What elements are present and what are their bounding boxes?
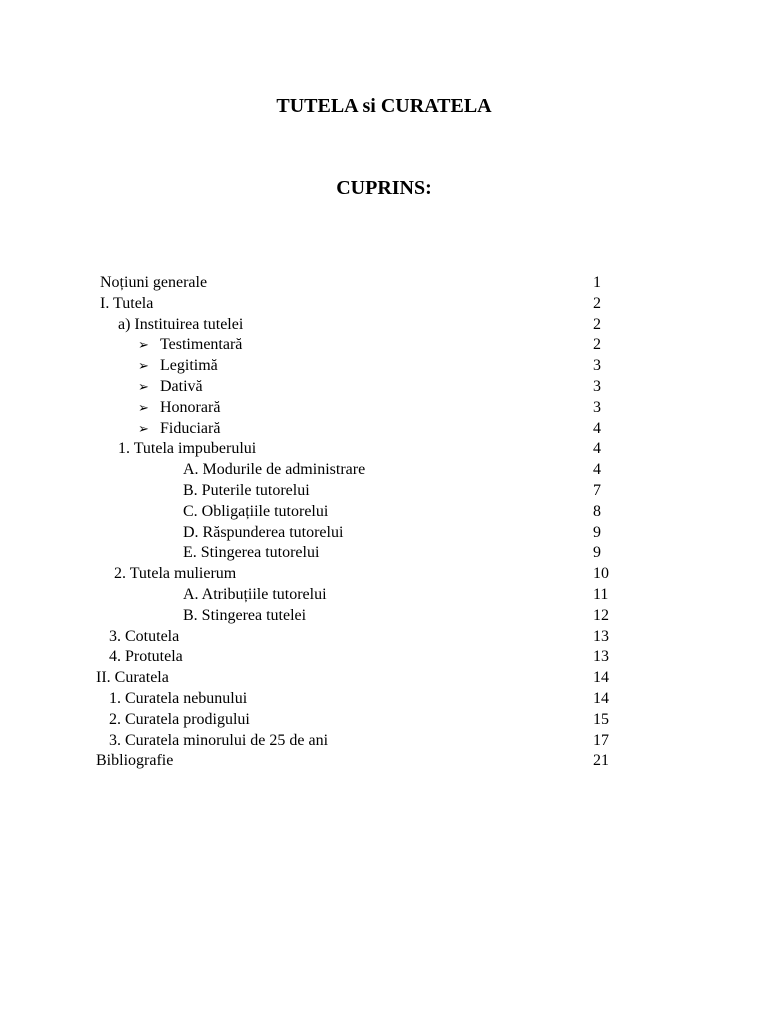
toc-entry	[0, 377, 768, 398]
toc-entry	[0, 460, 768, 481]
toc-entry-label	[109, 731, 328, 752]
toc-entry-text: I. Tutela	[100, 294, 154, 312]
arrow-bullet-icon: ➢	[138, 379, 149, 395]
toc-entry-text: Bibliografie	[96, 752, 174, 770]
toc-entry-label	[183, 460, 365, 481]
toc-entry-label	[183, 585, 327, 606]
toc-entry-page: 7	[593, 481, 601, 499]
toc-entry	[0, 273, 768, 294]
arrow-bullet-icon: ➢	[138, 338, 149, 354]
toc-entry-page: 2	[593, 294, 601, 312]
arrow-bullet-icon: ➢	[138, 359, 149, 375]
toc-entry-text: A. Atribuțiile tutorelui	[183, 585, 327, 603]
toc-entry	[0, 543, 768, 564]
toc-entry-text: Dativă	[160, 377, 203, 395]
toc-entry-text: 1. Curatela nebunului	[109, 689, 248, 707]
toc-entry	[0, 564, 768, 585]
toc-entry-text: Noțiuni generale	[100, 274, 208, 291]
toc-entry-label	[138, 398, 220, 420]
toc-entry-text: 2. Curatela prodigului	[109, 710, 250, 728]
toc-entry-text: D. Răspunderea tutorelui	[183, 523, 344, 541]
toc-entry	[0, 585, 768, 606]
toc-entry-label	[109, 647, 183, 668]
arrow-bullet-icon: ➢	[138, 400, 149, 416]
toc-entry	[0, 356, 768, 377]
toc-entry-text: 1. Tutela impuberului	[118, 440, 257, 458]
toc-entry-label	[183, 606, 306, 627]
toc-entry-label	[138, 377, 203, 399]
toc-entry	[0, 731, 768, 752]
toc-entry	[0, 647, 768, 668]
toc-entry	[0, 751, 768, 772]
toc-entry-page: 1	[593, 274, 601, 291]
toc-entry-label	[118, 315, 243, 336]
document-title: TUTELA si CURATELA	[276, 95, 492, 117]
toc-entry	[0, 502, 768, 523]
toc-entry-text: 2. Tutela mulierum	[114, 565, 237, 583]
toc-entry-page: 3	[593, 357, 601, 375]
toc-entry-label	[138, 335, 242, 357]
toc-entry-page: 10	[593, 565, 609, 583]
toc-entry-label	[96, 668, 169, 689]
toc-entry-page: 2	[593, 336, 601, 354]
table-of-contents	[0, 273, 768, 772]
toc-entry-text: B. Puterile tutorelui	[183, 481, 310, 499]
toc-entry-label	[183, 523, 343, 544]
toc-entry-text: Testimentară	[160, 336, 243, 354]
toc-entry-page: 2	[593, 315, 601, 333]
toc-entry-label	[183, 543, 319, 564]
toc-entry	[0, 481, 768, 502]
toc-entry-text: Legitimă	[160, 357, 218, 375]
toc-entry	[0, 689, 768, 710]
toc-entry	[0, 315, 768, 336]
toc-entry	[0, 398, 768, 419]
arrow-bullet-icon: ➢	[138, 421, 149, 437]
toc-entry-label	[118, 439, 256, 460]
toc-entry-page: 11	[593, 585, 609, 603]
toc-entry-page: 15	[593, 710, 609, 728]
toc-entry-label	[138, 419, 220, 441]
toc-entry-text: a) Instituirea tutelei	[118, 315, 244, 333]
toc-entry-label	[109, 710, 250, 731]
toc-entry-text: A. Modurile de administrare	[183, 461, 366, 479]
toc-entry-page: 9	[593, 544, 601, 562]
toc-entry-page: 4	[593, 461, 601, 479]
toc-entry	[0, 668, 768, 689]
toc-entry	[0, 419, 768, 440]
toc-entry-page: 17	[593, 731, 609, 749]
toc-entry-label	[109, 689, 247, 710]
toc-entry-text: B. Stingerea tutelei	[183, 606, 307, 624]
toc-entry-page: 3	[593, 377, 601, 395]
toc-entry-page: 13	[593, 627, 609, 645]
toc-entry-text: 3. Curatela minorului de 25 de ani	[109, 731, 329, 749]
toc-entry-label	[100, 294, 153, 315]
toc-entry-label	[114, 564, 236, 585]
toc-entry-text: C. Obligațiile tutorelui	[183, 502, 329, 520]
toc-heading: CUPRINS:	[336, 177, 432, 199]
toc-entry	[0, 439, 768, 460]
toc-entry-text: II. Curatela	[96, 669, 169, 687]
toc-entry-page: 14	[593, 669, 609, 687]
toc-entry-page: 12	[593, 606, 609, 624]
toc-entry-label	[183, 481, 310, 502]
toc-entry-page: 14	[593, 689, 609, 707]
toc-entry	[0, 627, 768, 648]
toc-entry	[0, 523, 768, 544]
toc-entry-text: E. Stingerea tutorelui	[183, 544, 320, 562]
toc-entry-page: 4	[593, 440, 601, 458]
toc-entry-page: 9	[593, 523, 601, 541]
toc-entry-page: 4	[593, 419, 601, 437]
toc-entry	[0, 710, 768, 731]
toc-entry-label	[100, 273, 207, 294]
toc-entry-page: 21	[593, 752, 609, 770]
toc-entry	[0, 294, 768, 315]
toc-entry-text: 3. Cotutela	[109, 627, 180, 645]
toc-entry-label	[96, 751, 173, 772]
toc-entry-label	[138, 356, 218, 378]
toc-entry-label	[183, 502, 328, 523]
toc-entry	[0, 606, 768, 627]
toc-entry-text: Fiduciară	[160, 419, 221, 437]
toc-entry	[0, 335, 768, 356]
toc-entry-page: 3	[593, 398, 601, 416]
toc-entry-label	[109, 627, 179, 648]
toc-entry-page: 8	[593, 502, 601, 520]
toc-entry-page: 13	[593, 648, 609, 666]
toc-entry-text: 4. Protutela	[109, 648, 183, 666]
toc-entry-text: Honorară	[160, 398, 221, 416]
